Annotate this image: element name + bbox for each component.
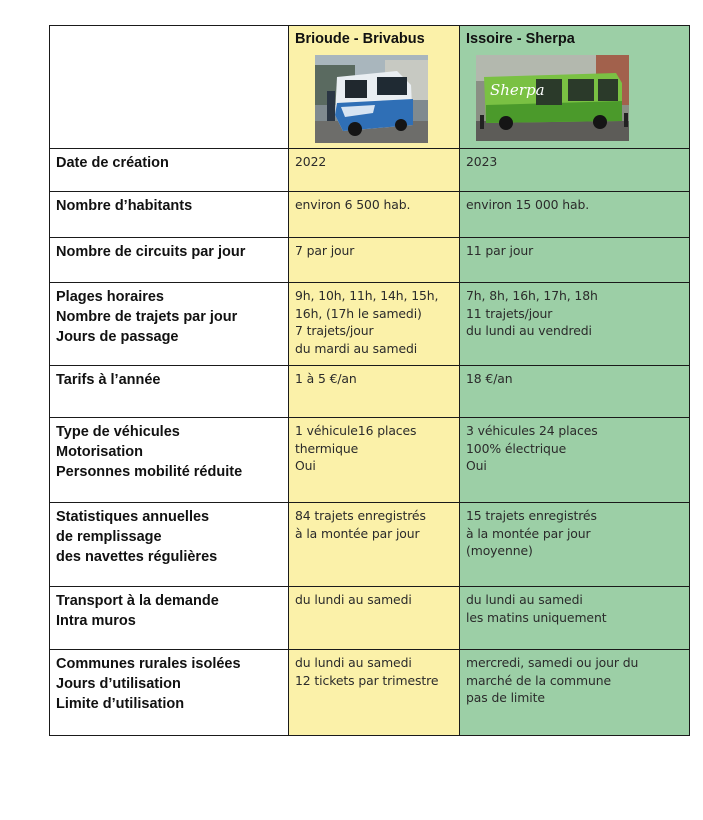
row-label: des navettes régulières <box>56 549 218 565</box>
issoire-value-cell <box>460 650 690 736</box>
row-label-cell <box>50 238 289 283</box>
row-label: Type de véhicules <box>56 424 180 440</box>
row-label: Date de création <box>56 155 169 171</box>
issoire-value: du lundi au vendredi <box>466 323 592 338</box>
row-label: Communes rurales isolées <box>56 656 241 672</box>
row-label-cell <box>50 283 289 366</box>
brioude-value-cell <box>289 238 460 283</box>
header-issoire-cell <box>460 26 690 149</box>
issoire-value-cell <box>460 366 690 418</box>
table-body <box>50 149 690 736</box>
row-label: Nombre de circuits par jour <box>56 244 246 260</box>
issoire-value-cell <box>460 238 690 283</box>
header-brioude-cell <box>289 26 460 149</box>
issoire-value-cell <box>460 149 690 192</box>
issoire-value: 11 trajets/jour <box>466 305 553 321</box>
brioude-value: 12 tickets par trimestre <box>295 672 439 688</box>
row-label-cell <box>50 192 289 238</box>
issoire-value: les matins uniquement <box>466 609 607 625</box>
row-label: Nombre d’habitants <box>56 198 193 214</box>
issoire-value: Oui <box>466 458 487 473</box>
comparison-table <box>49 25 690 736</box>
brioude-value: environ 6 500 hab. <box>295 197 411 212</box>
row-label: Intra muros <box>56 613 136 629</box>
brioude-value-cell <box>289 192 460 238</box>
issoire-value: du lundi au samedi <box>466 592 583 607</box>
brioude-value-cell <box>289 503 460 587</box>
issoire-value-cell <box>460 418 690 503</box>
row-label-cell <box>50 503 289 587</box>
brioude-value: 1 véhicule16 places <box>295 423 417 438</box>
row-label-cell <box>50 587 289 650</box>
brioude-value: à la montée par jour <box>295 525 420 541</box>
row-label: Tarifs à l’année <box>56 372 161 388</box>
row-label: Personnes mobilité réduite <box>56 464 243 480</box>
issoire-title: Issoire - Sherpa <box>466 31 575 47</box>
table-row <box>50 503 690 587</box>
brioude-value-cell <box>289 650 460 736</box>
brioude-value: du lundi au samedi <box>295 655 412 670</box>
row-label: de remplissage <box>56 529 162 545</box>
issoire-value: 7h, 8h, 16h, 17h, 18h <box>466 288 598 303</box>
issoire-value: mercredi, samedi ou jour du <box>466 655 639 670</box>
minibus-photo-icon <box>315 55 428 143</box>
row-label-cell <box>50 418 289 503</box>
issoire-value-cell <box>460 587 690 650</box>
row-label: Jours d’utilisation <box>56 676 181 692</box>
row-label: Limite d’utilisation <box>56 696 185 712</box>
brioude-value-cell <box>289 283 460 366</box>
issoire-value: 18 €/an <box>466 371 513 386</box>
issoire-value: 15 trajets enregistrés <box>466 508 597 523</box>
issoire-value: 11 par jour <box>466 243 534 258</box>
brioude-value: 16h, (17h le samedi) <box>295 305 422 321</box>
table-row <box>50 587 690 650</box>
table-row <box>50 418 690 503</box>
brioude-title: Brioude - Brivabus <box>295 31 425 47</box>
brioude-value: 1 à 5 €/an <box>295 371 357 386</box>
row-label-cell <box>50 366 289 418</box>
issoire-value: marché de la commune <box>466 672 611 688</box>
brioude-value: thermique <box>295 440 359 456</box>
minibus-photo-icon <box>476 55 629 141</box>
row-label: Plages horaires <box>56 289 164 305</box>
row-label: Motorisation <box>56 444 143 460</box>
row-label: Statistiques annuelles <box>56 509 210 525</box>
row-label: Nombre de trajets par jour <box>56 309 238 325</box>
issoire-value-cell <box>460 503 690 587</box>
table-row <box>50 238 690 283</box>
brioude-value: du lundi au samedi <box>295 592 412 607</box>
table-row <box>50 650 690 736</box>
svg-text:Sherpa: Sherpa <box>490 81 545 99</box>
issoire-value: 100% électrique <box>466 440 567 456</box>
issoire-value-cell <box>460 192 690 238</box>
issoire-value: pas de limite <box>466 690 545 705</box>
row-label: Jours de passage <box>56 329 179 345</box>
brioude-value: 84 trajets enregistrés <box>295 508 426 523</box>
brioude-value: Oui <box>295 458 316 473</box>
row-label-cell <box>50 149 289 192</box>
brioude-value: 7 par jour <box>295 243 355 258</box>
header-empty-cell <box>50 26 289 149</box>
issoire-value-cell <box>460 283 690 366</box>
row-label-cell <box>50 650 289 736</box>
issoire-value: 2023 <box>466 154 498 169</box>
issoire-value: environ 15 000 hab. <box>466 197 590 212</box>
brioude-value-cell <box>289 366 460 418</box>
table-row <box>50 192 690 238</box>
brioude-value: 9h, 10h, 11h, 14h, 15h, <box>295 288 439 303</box>
table-row <box>50 366 690 418</box>
brioude-value-cell <box>289 587 460 650</box>
brioude-value: 7 trajets/jour <box>295 323 374 338</box>
row-label: Transport à la demande <box>56 593 219 609</box>
brioude-value-cell <box>289 149 460 192</box>
table-row <box>50 149 690 192</box>
header-row <box>50 26 690 149</box>
brioude-value: 2022 <box>295 154 327 169</box>
issoire-value: (moyenne) <box>466 543 533 558</box>
issoire-value: à la montée par jour <box>466 525 591 541</box>
brioude-value-cell <box>289 418 460 503</box>
issoire-value: 3 véhicules 24 places <box>466 423 598 438</box>
brioude-value: du mardi au samedi <box>295 340 418 356</box>
table-row <box>50 283 690 366</box>
